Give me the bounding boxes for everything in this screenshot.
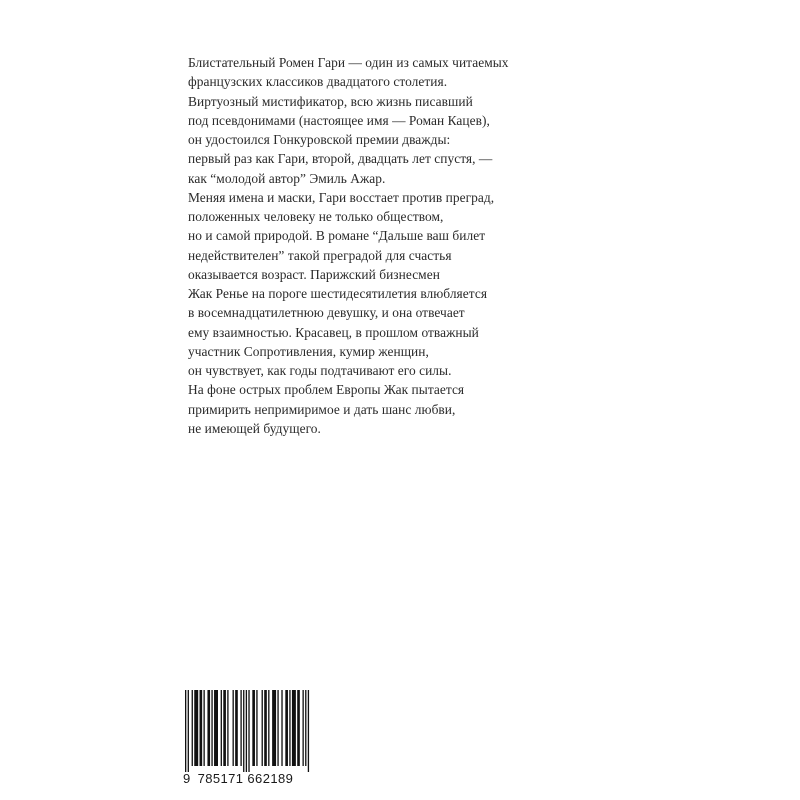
blurb-line: не имеющей будущего.	[188, 420, 321, 436]
isbn-number	[183, 771, 293, 786]
blurb-line: оказывается возраст. Парижский бизнесмен	[188, 266, 440, 282]
blurb-line: под псевдонимами (настоящее имя — Роман Кацев),	[188, 112, 490, 128]
blurb-line: На фоне острых проблем Европы Жак пытается	[188, 382, 465, 398]
blurb-line: как “молодой автор” Эмиль Ажар.	[188, 170, 386, 186]
blurb-line: но и самой природой. В романе “Дальше ваш билет	[188, 228, 486, 244]
blurb-line: ему взаимностью. Красавец, в прошлом отважный	[188, 324, 479, 340]
blurb-line: он удостоился Гонкуровской премии дважды:	[188, 132, 451, 147]
barcode-bars	[183, 690, 313, 772]
blurb-line: Виртуозный мистификатор, всю жизнь писавший	[188, 93, 473, 109]
blurb-line: положенных человеку не только обществом,	[188, 209, 444, 224]
blurb-line: первый раз как Гари, второй, двадцать лет спустя, —	[188, 151, 493, 167]
blurb-line: в восемнадцатилетнюю девушку, и она отвечает	[188, 305, 465, 321]
isbn-digits-rest: 785171 662189	[197, 771, 294, 786]
blurb-text	[188, 53, 548, 438]
isbn-lead-digit: 9	[183, 771, 191, 786]
blurb-line: участник Сопротивления, кумир женщин,	[188, 343, 429, 359]
blurb-line: Жак Ренье на пороге шестидесятилетия влюбляется	[188, 286, 488, 301]
isbn-barcode	[183, 690, 313, 772]
blurb-line: Блистательный Ромен Гари — один из самых читаемых	[188, 55, 509, 70]
blurb-line: Меняя имена и маски, Гари восстает против преград,	[188, 189, 495, 205]
blurb-line: примирить непримиримое и дать шанс любви,	[188, 401, 456, 417]
blurb-line: недействителен” такой преградой для счастья	[188, 247, 452, 263]
blurb-line: французских классиков двадцатого столетия.	[188, 74, 448, 90]
blurb-line: он чувствует, как годы подтачивают его силы.	[188, 363, 452, 378]
